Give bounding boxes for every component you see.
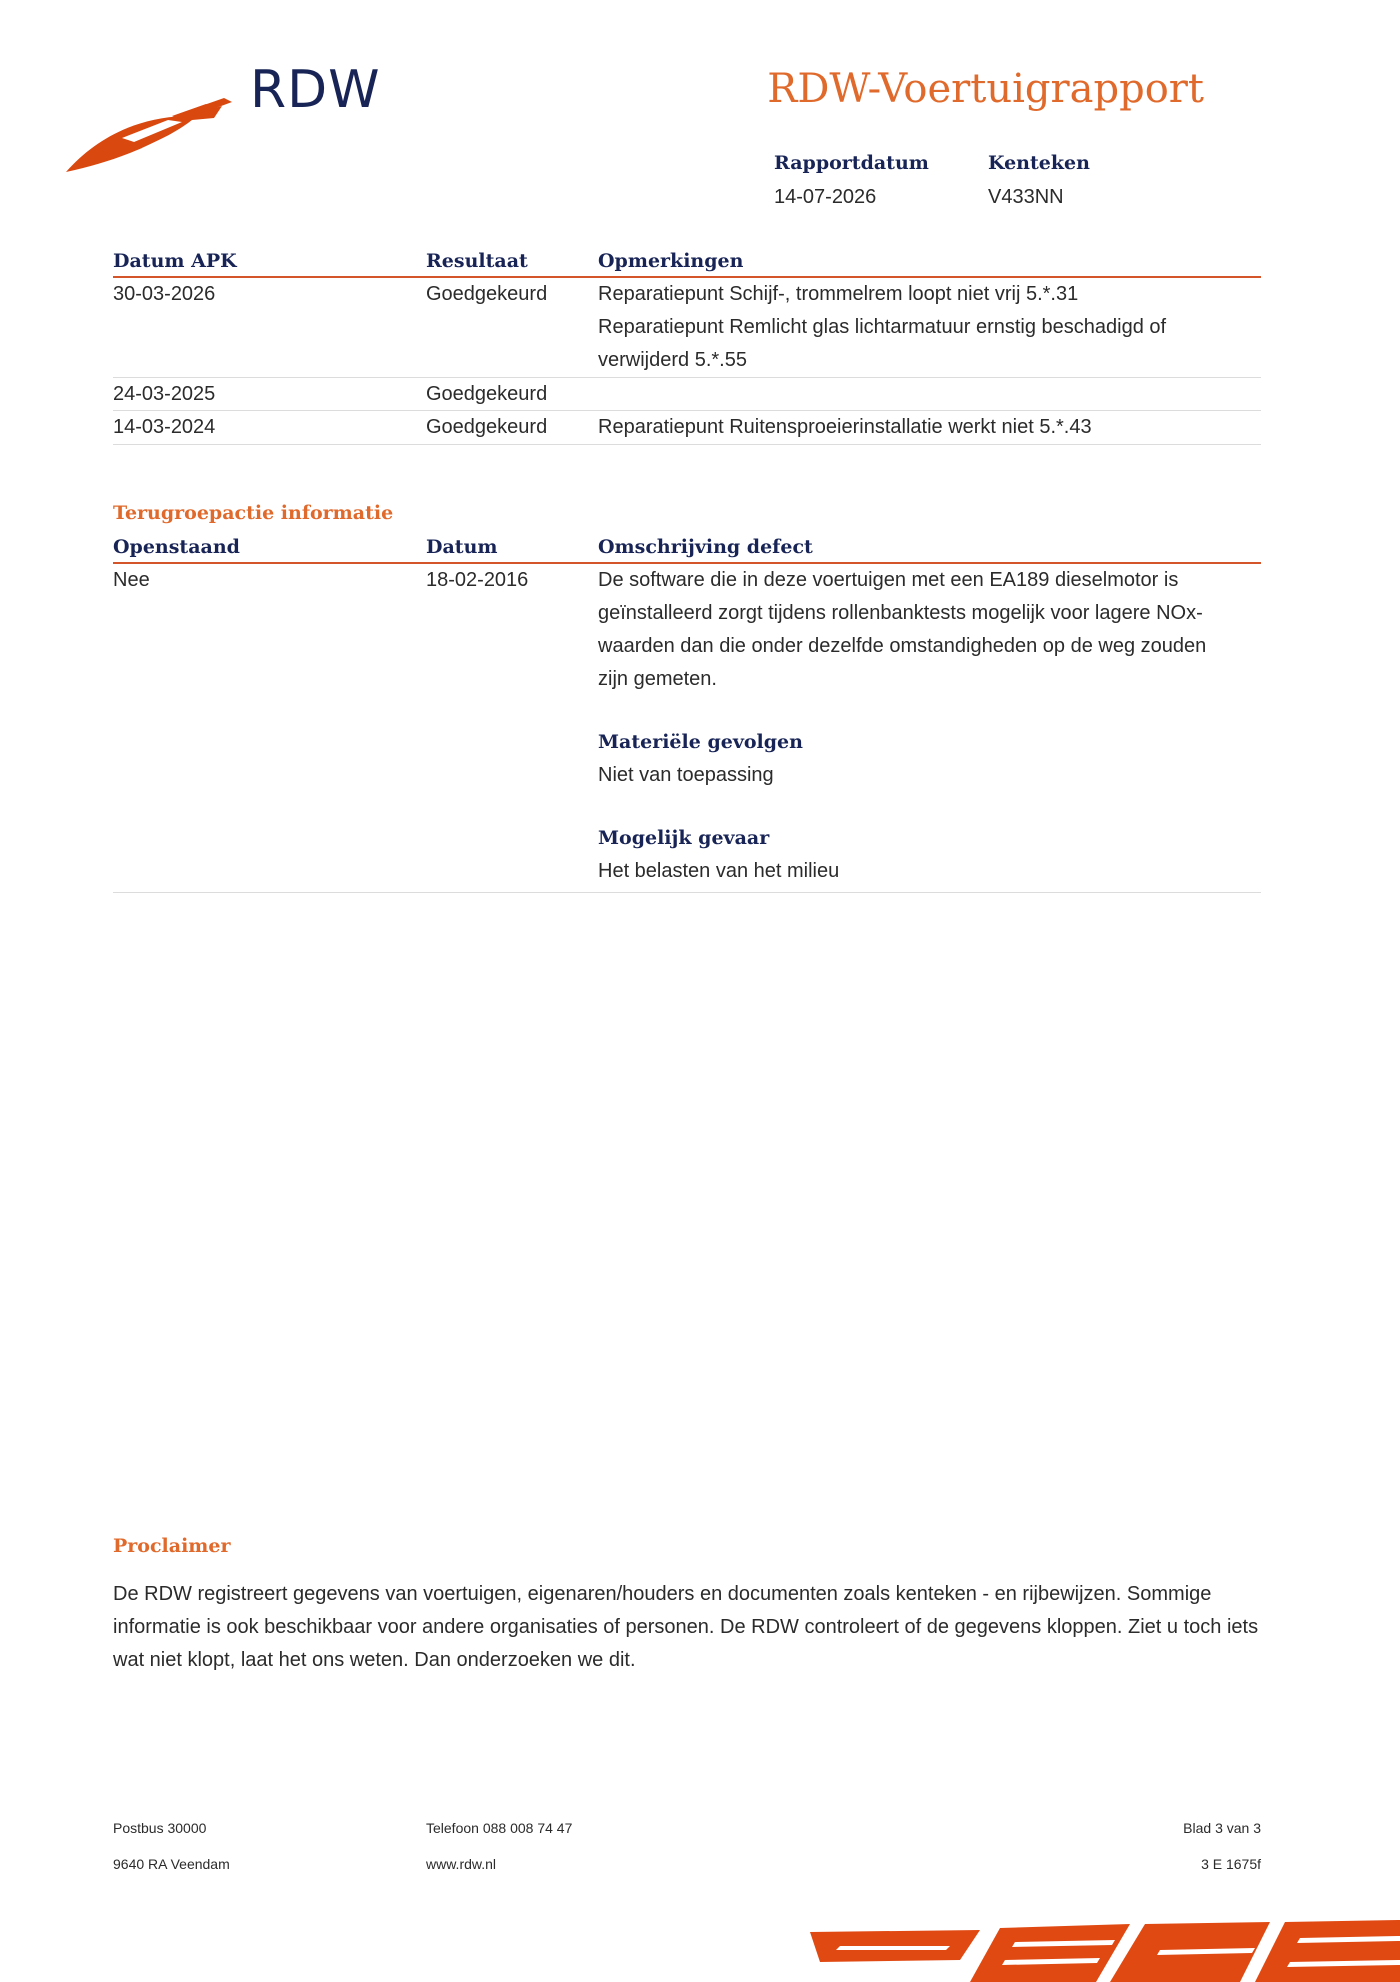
apk-remarks (598, 278, 1261, 377)
report-date-value: 14-07-2026 (774, 186, 877, 208)
recall-table-header (113, 534, 1261, 564)
footer-code: 3 E 1675f (1201, 1856, 1261, 1872)
consequences-value: Niet van toepassing (598, 764, 774, 786)
recall-open: Nee (113, 569, 150, 591)
footer-city: 9640 RA Veendam (113, 1856, 230, 1872)
table-row (113, 411, 1261, 445)
recall-description: De software die in deze voertuigen met een EA189 dieselmotor is geïnstalleerd zorgt tijdens rollenbanktests mogelijk voor lagere NOx-waarden dan die onder dezelfde omstandigheden op de weg zouden zijn gemeten. (598, 569, 1207, 690)
report-date-block (774, 152, 929, 209)
apk-header-date: Datum APK (113, 250, 237, 272)
recall-table (113, 534, 1261, 893)
apk-remarks (598, 411, 1261, 444)
proclaimer-title: Proclaimer (113, 1535, 231, 1557)
proclaimer-text: De RDW registreert gegevens van voertuigen, eigenaren/houders en documenten zoals kenteken - en rijbewijzen. Sommige informatie is ook beschikbaar voor andere organisaties of personen. De RDW controleert of de gegevens kloppen. Ziet u toch iets wat niet klopt, laat het ons weten. Dan onderzoeken we dit. (113, 1583, 1259, 1671)
recall-section-title: Terugroepactie informatie (113, 502, 394, 524)
recall-details (598, 564, 1238, 888)
table-row (113, 564, 1261, 893)
apk-table-header (113, 248, 1261, 278)
report-date-label: Rapportdatum (774, 152, 929, 174)
footer-page: Blad 3 van 3 (1183, 1820, 1261, 1836)
apk-remark: Reparatiepunt Ruitensproeierinstallatie werkt niet 5.*.43 (598, 416, 1092, 438)
rdw-logo (64, 60, 384, 180)
apk-result: Goedgekeurd (426, 416, 548, 438)
rdw-wing-icon (64, 90, 234, 174)
apk-date: 24-03-2025 (113, 383, 216, 405)
plate-label: Kenteken (988, 152, 1090, 174)
logo-text: RDW (250, 60, 381, 120)
decorative-stripes-icon (800, 1920, 1400, 1982)
plate-block (988, 152, 1090, 209)
footer-postbus: Postbus 30000 (113, 1820, 207, 1836)
recall-header-description: Omschrijving defect (598, 536, 813, 558)
recall-header-date: Datum (426, 536, 498, 558)
report-title: RDW-Voertuigrapport (767, 66, 1204, 112)
apk-table (113, 248, 1261, 445)
apk-result: Goedgekeurd (426, 383, 548, 405)
recall-date: 18-02-2016 (426, 569, 529, 591)
apk-result: Goedgekeurd (426, 283, 548, 305)
plate-value: V433NN (988, 186, 1064, 208)
table-row (113, 278, 1261, 378)
danger-label: Mogelijk gevaar (598, 827, 770, 849)
apk-header-result: Resultaat (426, 250, 528, 272)
apk-date: 30-03-2026 (113, 283, 216, 305)
apk-remark: Reparatiepunt Schijf-, trommelrem loopt niet vrij 5.*.31 (598, 283, 1079, 305)
apk-date: 14-03-2024 (113, 416, 216, 438)
consequences-label: Materiële gevolgen (598, 731, 803, 753)
footer-contact (426, 1810, 572, 1882)
footer-phone: Telefoon 088 008 74 47 (426, 1820, 573, 1836)
recall-header-open: Openstaand (113, 536, 240, 558)
apk-remark: Reparatiepunt Remlicht glas lichtarmatuur ernstig beschadigd of verwijderd 5.*.55 (598, 316, 1167, 371)
table-row (113, 378, 1261, 411)
apk-header-remarks: Opmerkingen (598, 250, 744, 272)
danger-value: Het belasten van het milieu (598, 860, 840, 882)
footer-page-info (1183, 1810, 1261, 1882)
footer-web: www.rdw.nl (426, 1856, 497, 1872)
footer-address (113, 1810, 230, 1882)
